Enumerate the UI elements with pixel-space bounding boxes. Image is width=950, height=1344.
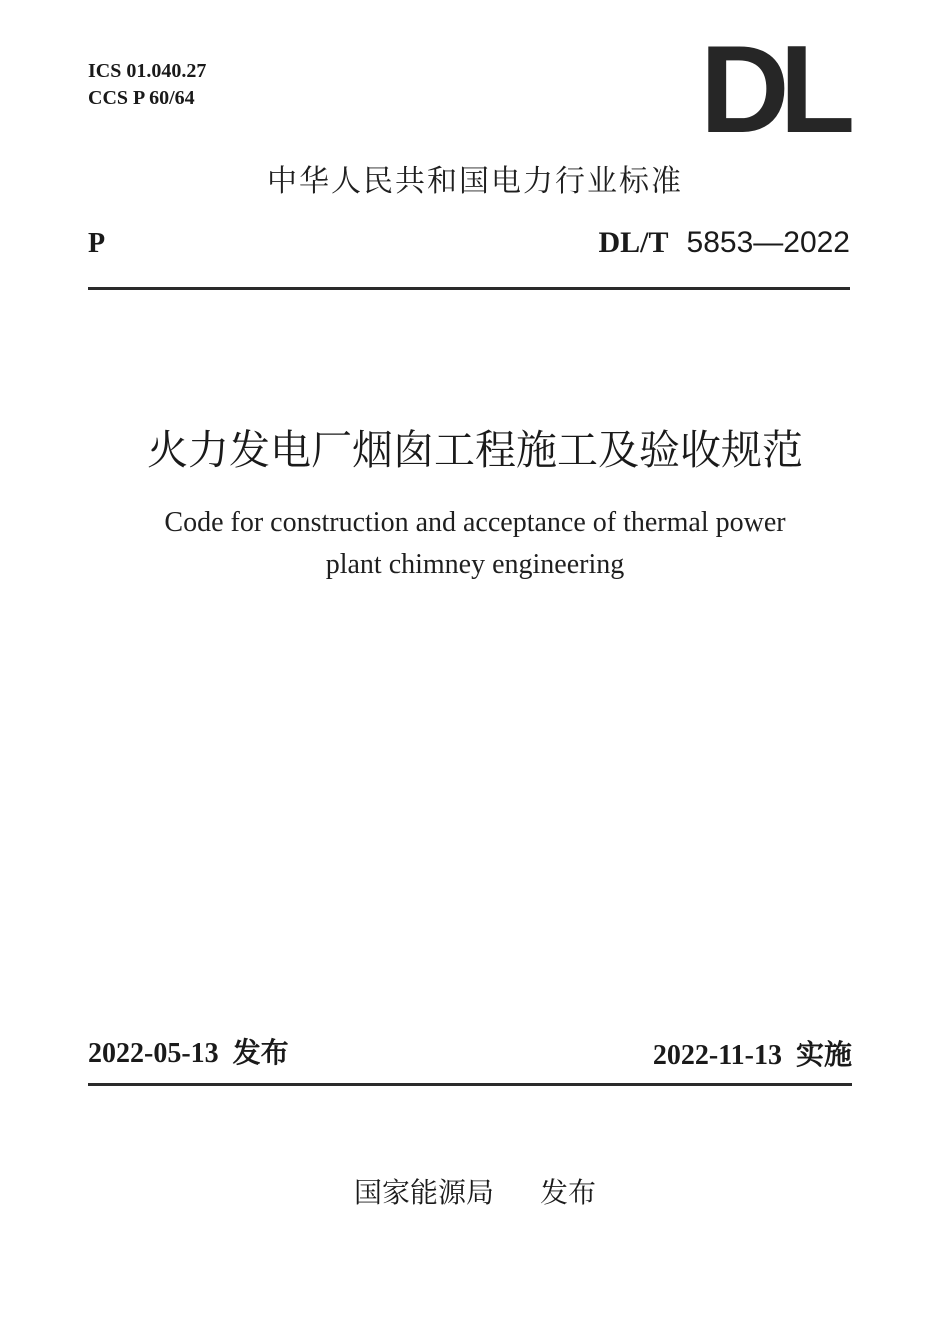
standard-code: 5853—2022 [686, 226, 850, 259]
title-en-line2: plant chimney engineering [325, 549, 625, 580]
publisher-name: 国家能源局 [353, 1176, 494, 1209]
effective-date [653, 1034, 852, 1077]
effective-date-label: 实施 [795, 1038, 852, 1071]
publisher-action: 发布 [540, 1176, 597, 1209]
ics-code: ICS 01.040.27 [88, 60, 207, 82]
publisher [0, 1172, 950, 1214]
issue-date-label: 发布 [232, 1036, 289, 1069]
title-en-line1: Code for construction and acceptance of thermal power [164, 507, 786, 538]
dl-logo: DL [700, 21, 846, 159]
document-title-en [100, 502, 850, 586]
standard-prefix: DL/T [598, 226, 669, 259]
top-divider [88, 287, 850, 290]
industry-standard-title: 中华人民共和国电力行业标准 [267, 164, 683, 199]
issue-date-value: 2022-05-13 [88, 1038, 219, 1069]
classification-codes [88, 58, 206, 112]
category-letter: P [88, 228, 106, 259]
document-title-cn: 火力发电厂烟囱工程施工及验收规范 [147, 426, 803, 474]
ccs-code: CCS P 60/64 [88, 87, 195, 109]
issue-date [88, 1032, 289, 1075]
standard-number [598, 222, 850, 264]
effective-date-value: 2022-11-13 [652, 1040, 782, 1071]
bottom-divider [88, 1083, 852, 1086]
